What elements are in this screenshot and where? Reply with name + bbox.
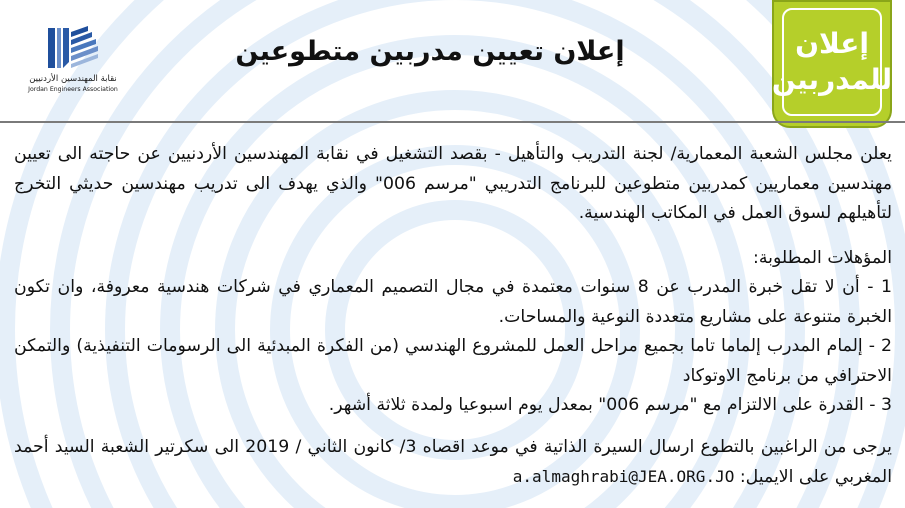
jea-logo-icon: [18, 22, 128, 74]
qualification-item: 1 - أن لا تقل خبرة المدرب عن 8 سنوات معتمدة في مجال التصميم المعماري في شركات هندسية معروفة، وان تكون الخبرة متنوعة على مشاريع متعددة النوعية والمساحات.: [14, 277, 892, 327]
announcement-body: [14, 140, 892, 493]
badge-line-2: للمدربين: [771, 63, 893, 96]
contact-email-link[interactable]: a.almaghrabi@JEA.ORG.JO: [512, 467, 735, 486]
logo-name-arabic: نقابة المهندسين الأردنيين: [29, 74, 117, 84]
logo-name-english: Jordan Engineers Association: [28, 86, 118, 93]
badge-line-1: إعلان: [795, 27, 869, 60]
jea-logo: [18, 22, 128, 102]
closing-paragraph: [14, 433, 892, 493]
announcement-badge: [772, 0, 892, 128]
page-title: إعلان تعيين مدربين متطوعين: [235, 36, 625, 67]
badge-frame: [771, 8, 893, 116]
qualification-item: 3 - القدرة على الالتزام مع "مرسم 006" بمعدل يوم اسبوعيا ولمدة ثلاثة أشهر.: [328, 395, 892, 415]
closing-text: يرجى من الراغبين بالتطوع ارسال السيرة الذاتية في موعد اقصاه 3/ كانون الثاني / 2019 الى سكرتير الشعبة السيد أحمد المغربي على الايميل:: [14, 436, 892, 487]
qualifications-heading: المؤهلات المطلوبة:: [753, 247, 892, 268]
intro-paragraph: يعلن مجلس الشعبة المعمارية/ لجنة التدريب والتأهيل - بقصد التشغيل في نقابة المهندسين الأردنيين عن حاجته الى تعيين مهندسين معماريين كمدربين متطوعين للبرنامج التدريبي "مرسم 006" والذي يهدف الى تدريب مهندسين حديثي التخرج لتأهيلهم لسوق العمل في المكاتب الهندسية.: [14, 144, 893, 223]
qualification-item: 2 - إلمام المدرب إلماما تاما بجميع مراحل العمل للمشروع الهندسي (من الفكرة المبدئية الى الرسومات التنفيذية) والتمكن الاحترافي من برنامج الاوتوكاد: [14, 336, 892, 386]
header-divider: [0, 121, 905, 123]
